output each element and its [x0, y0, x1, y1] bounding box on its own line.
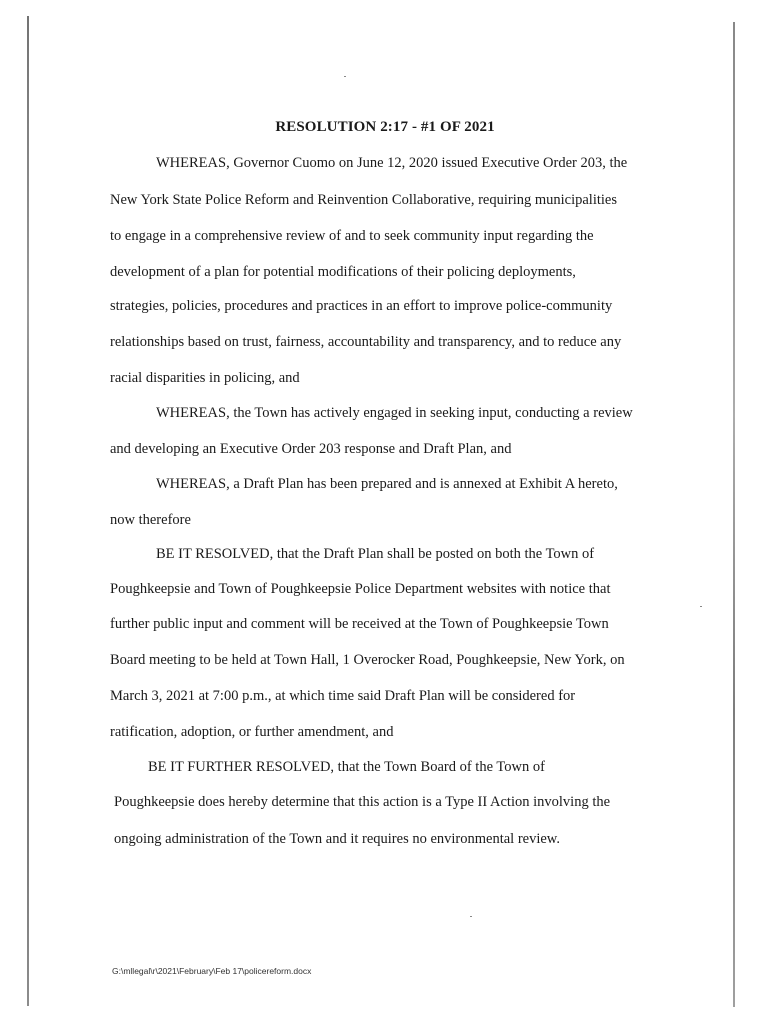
body-line: WHEREAS, Governor Cuomo on June 12, 2020 issued Executive Order 203, the: [156, 155, 628, 171]
scan-edge-left: [27, 16, 29, 1006]
body-line: to engage in a comprehensive review of and to seek community input regarding the: [110, 228, 594, 244]
body-line: ratification, adoption, or further amendment, and: [110, 724, 394, 740]
scan-edge-right: [733, 22, 735, 1007]
scan-speck: [470, 916, 472, 917]
body-line: Board meeting to be held at Town Hall, 1 Overocker Road, Poughkeepsie, New York, on: [110, 652, 625, 668]
body-line: racial disparities in policing, and: [110, 370, 300, 386]
body-line: ongoing administration of the Town and it requires no environmental review.: [114, 831, 560, 847]
body-line: Poughkeepsie and Town of Poughkeepsie Police Department websites with notice that: [110, 581, 611, 597]
scan-speck: [344, 76, 346, 77]
body-line: and developing an Executive Order 203 response and Draft Plan, and: [110, 441, 512, 457]
body-line: further public input and comment will be received at the Town of Poughkeepsie Town: [110, 616, 609, 632]
body-line: WHEREAS, a Draft Plan has been prepared and is annexed at Exhibit A hereto,: [156, 476, 618, 492]
body-line: New York State Police Reform and Reinvention Collaborative, requiring municipalities: [110, 192, 618, 208]
body-line: March 3, 2021 at 7:00 p.m., at which time said Draft Plan will be considered for: [110, 688, 576, 704]
body-line: BE IT FURTHER RESOLVED, that the Town Board of the Town of: [148, 759, 545, 775]
scan-speck: [700, 606, 702, 607]
body-line: BE IT RESOLVED, that the Draft Plan shall be posted on both the Town of: [156, 546, 595, 562]
body-line: development of a plan for potential modifications of their policing deployments,: [110, 264, 576, 280]
body-line: strategies, policies, procedures and practices in an effort to improve police-community: [110, 298, 613, 314]
body-line: WHEREAS, the Town has actively engaged in seeking input, conducting a review: [156, 405, 633, 421]
body-line: relationships based on trust, fairness, accountability and transparency, and to reduce any: [110, 334, 622, 350]
file-path-footer: G:\mllegal\r\2021\February\Feb 17\policereform.docx: [112, 966, 312, 976]
resolution-title: RESOLUTION 2:17 - #1 OF 2021: [275, 119, 495, 135]
body-line: Poughkeepsie does hereby determine that this action is a Type II Action involving the: [114, 794, 611, 810]
body-line: now therefore: [110, 512, 191, 528]
